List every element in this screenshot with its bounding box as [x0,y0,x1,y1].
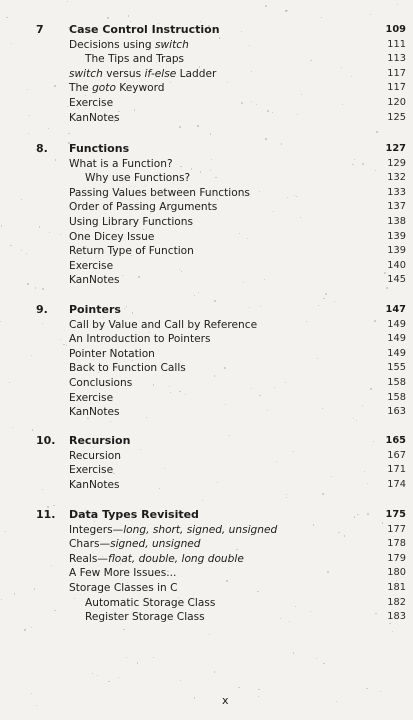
chapter-title: Functions [69,142,130,155]
chapter-10 [0,434,413,492]
toc-entry [0,67,413,82]
toc-entry-text: —long, short, signed, unsigned [112,523,278,536]
toc-entry-text: KanNotes [69,406,120,419]
chapter-page-number: 175 [385,509,406,520]
speck [200,21,201,22]
toc-entry [0,318,413,333]
toc-entry-text: Chars [69,538,100,551]
toc-entry-text: Return Type of Function [69,245,194,258]
chapter-page-number: 165 [385,435,406,446]
toc-entry-text: One Dicey Issue [69,230,155,243]
toc-entry-title [69,273,120,288]
toc-entry-text: Ladder [176,67,217,80]
speck [198,292,199,293]
speck [48,128,49,129]
toc-entry-page-number: 174 [387,478,406,490]
chapter-heading [0,434,413,449]
chapter-8 [0,142,413,288]
toc-entry [0,596,413,611]
toc-entry-text: Integers [69,523,113,536]
toc-entry-text: Order of Passing Arguments [69,201,218,214]
speck [334,301,335,302]
speck [180,680,181,681]
chapter-heading [0,303,413,318]
chapter-11 [0,508,413,625]
toc-entry [0,38,413,53]
speck [202,500,203,501]
toc-entry-title [69,318,257,333]
toc-entry [0,259,413,274]
toc-entry-title [69,200,217,215]
toc-entry-page-number: 138 [387,215,406,227]
toc-entry-text: switch [69,67,103,80]
toc-entry-page-number: 113 [387,53,406,65]
speck [376,131,377,132]
toc-entry-text: KanNotes [69,111,120,124]
toc-entry-text: KanNotes [69,478,120,491]
toc-entry [0,244,413,259]
toc-entry-text: Exercise [69,391,114,404]
toc-entry-page-number: 120 [387,96,406,108]
speck [92,673,93,674]
speck [118,677,119,678]
chapter-title: Case Control Instruction [69,23,220,36]
speck [68,133,70,135]
chapter-number: 9. [36,303,48,316]
speck [380,691,381,692]
chapter-heading [0,23,413,38]
toc-entry-page-number: 181 [387,581,406,593]
speck [67,1,68,2]
toc-entry-text: The Tips and Traps [85,53,185,66]
toc-entry [0,347,413,362]
speck [392,631,393,632]
speck [28,133,29,134]
chapter-title: Pointers [69,303,121,316]
speck [137,662,138,663]
toc-entry-page-number: 149 [387,347,406,359]
toc-entry [0,157,413,172]
toc-entry-page-number: 117 [387,82,406,94]
toc-entry-text: Register Storage Class [85,611,205,624]
toc-entry-text: Storage Classes in C [69,581,178,594]
speck [126,657,127,658]
toc-entry-text: An Introduction to Pointers [69,333,211,346]
toc-entry-text: Pointer Notation [69,347,155,360]
toc-entry-title [69,230,154,245]
speck [194,697,196,699]
speck [197,125,198,126]
toc-entry-title [69,376,132,391]
toc-entry-title [69,463,113,478]
toc-entry-title [69,478,120,493]
toc-entry-page-number: 132 [387,172,406,184]
speck [325,293,327,295]
speck [397,4,398,5]
toc-entry-page-number: 133 [387,186,406,198]
toc-entry-text: —float, double, long double [97,552,244,565]
speck [238,687,239,688]
speck [323,663,325,665]
toc-entry-title [69,405,120,420]
toc-entry-text: Recursion [69,449,121,462]
toc-entry-title [69,157,173,172]
toc-entry-title [69,552,244,567]
speck [128,15,129,16]
speck [323,298,324,299]
speck [97,675,98,676]
toc-entry [0,332,413,347]
toc-entry [0,171,413,186]
speck [265,138,266,139]
toc-entry-text: Decisions using [69,38,155,51]
speck [336,701,337,702]
chapter-number: 11. [36,508,56,521]
toc-entry-text: Conclusions [69,376,133,389]
toc-entry-page-number: 125 [387,111,406,123]
toc-entry-text: Using Library Functions [69,215,194,228]
toc-entry-page-number: 139 [387,245,406,257]
toc-entry-text: Call by Value and Call by Reference [69,318,258,331]
toc-entry-text: if-else [144,67,177,80]
toc-entry-title [69,449,121,464]
chapter-page-number: 147 [385,304,406,315]
speck [24,629,25,630]
speck [179,126,181,128]
toc-entry-title [69,347,155,362]
speck [31,627,32,628]
toc-entry-page-number: 149 [387,318,406,330]
toc-entry-text: A Few More Issues... [69,567,177,580]
toc-entry-text: KanNotes [69,274,120,287]
toc-entry-text: Passing Values between Functions [69,186,250,199]
toc-entry-page-number: 140 [387,259,406,271]
toc-entry-text: Exercise [69,96,114,109]
toc-entry-page-number: 178 [387,538,406,550]
toc-entry-page-number: 111 [387,38,406,50]
speck [265,5,267,7]
toc-entry-text: —signed, unsigned [99,538,201,551]
chapter-number: 8. [36,142,48,155]
chapter-number: 7 [36,23,44,36]
toc-entry [0,478,413,493]
speck [6,17,8,19]
speck [370,14,371,15]
toc-entry [0,111,413,126]
toc-entry [0,361,413,376]
speck [293,652,294,653]
toc-entry-text: Exercise [69,259,114,272]
toc-entry [0,523,413,538]
chapter-page-number: 127 [385,143,406,154]
toc-entry-title [69,361,186,376]
toc-entry-text: Why use Functions? [85,172,191,185]
toc-entry [0,552,413,567]
toc-entry [0,81,413,96]
chapter-number: 10. [36,434,56,447]
speck [366,688,367,689]
speck [316,658,317,659]
speck [258,689,260,691]
toc-entry-page-number: 155 [387,362,406,374]
chapter-heading [0,508,413,523]
toc-entry-title [85,171,190,186]
toc-entry-title [69,67,216,82]
toc-entry-text: versus [102,67,145,80]
speck [322,493,324,495]
speck [153,657,154,658]
toc-entry [0,52,413,67]
speck [42,288,44,290]
speck [321,17,322,18]
speck [356,420,357,421]
toc-entry-page-number: 180 [387,567,406,579]
speck [194,295,195,296]
speck [286,497,287,498]
speck [53,505,54,506]
toc-entry [0,610,413,625]
toc-entry-text: goto [92,82,116,95]
toc-entry-page-number: 163 [387,406,406,418]
toc-entry [0,463,413,478]
toc-entry-page-number: 171 [387,464,406,476]
toc-entry [0,186,413,201]
toc-entry [0,449,413,464]
toc-entry [0,537,413,552]
toc-entry-text: What is a Function? [69,157,173,170]
toc-entry-page-number: 167 [387,449,406,461]
toc-entry-page-number: 183 [387,611,406,623]
toc-entry [0,581,413,596]
speck [258,696,259,697]
speck [286,494,287,495]
toc-entry-text: Back to Function Calls [69,362,186,375]
speck [123,629,125,631]
speck [110,421,111,422]
toc-entry-page-number: 179 [387,552,406,564]
toc-entry [0,405,413,420]
toc-entry-text: Reals [69,552,98,565]
toc-entry-title [69,581,178,596]
chapter-7 [0,23,413,125]
toc-entry-text: The [69,82,93,95]
speck [12,427,13,428]
speck [31,693,32,694]
toc-entry [0,566,413,581]
toc-entry [0,96,413,111]
toc-entry-title [69,244,194,259]
toc-entry [0,376,413,391]
toc-entry-title [69,259,113,274]
toc-entry-text: switch [154,38,189,51]
toc-entry-page-number: 137 [387,201,406,213]
toc-entry-page-number: 117 [387,67,406,79]
toc-entry [0,215,413,230]
toc-entry-title [69,523,277,538]
toc-entry-page-number: 149 [387,333,406,345]
toc-entry-title [69,391,113,406]
toc-entry-title [69,96,113,111]
toc-entry-title [85,596,215,611]
toc-entry-page-number: 177 [387,523,406,535]
speck [36,705,37,706]
speck [130,21,131,22]
speck [32,429,33,430]
toc-entry-text: Automatic Storage Class [85,596,216,609]
chapter-page-number: 109 [385,24,406,35]
toc-entry-text: Keyword [115,82,165,95]
toc-entry-text: Exercise [69,464,114,477]
speck [285,10,286,11]
speck [214,671,215,672]
chapter-title: Data Types Revisited [69,508,199,521]
toc-entry [0,391,413,406]
toc-entry-title [69,38,189,53]
speck [210,133,211,134]
speck [107,17,109,19]
toc-entry-title [69,332,211,347]
toc-entry-title [69,215,193,230]
toc-entry-title [69,566,176,581]
toc-entry-title [69,186,250,201]
chapter-title: Recursion [69,434,131,447]
toc-entry-page-number: 158 [387,376,406,388]
speck [108,681,109,682]
toc-entry-title [85,610,205,625]
toc-entry-title [69,537,201,552]
toc-entry-title [69,111,120,126]
toc-entry-page-number: 158 [387,391,406,403]
toc-entry-page-number: 182 [387,596,406,608]
chapter-9 [0,303,413,420]
chapter-heading [0,142,413,157]
toc-entry-page-number: 145 [387,274,406,286]
page-footer-mark: x [222,694,229,707]
toc-entry-page-number: 129 [387,157,406,169]
toc-entry-title [85,52,184,67]
toc-entry [0,273,413,288]
toc-entry-page-number: 139 [387,230,406,242]
toc-entry [0,200,413,215]
speck [209,634,210,635]
speck [214,300,216,302]
toc-entry [0,230,413,245]
toc-entry-title [69,81,165,96]
